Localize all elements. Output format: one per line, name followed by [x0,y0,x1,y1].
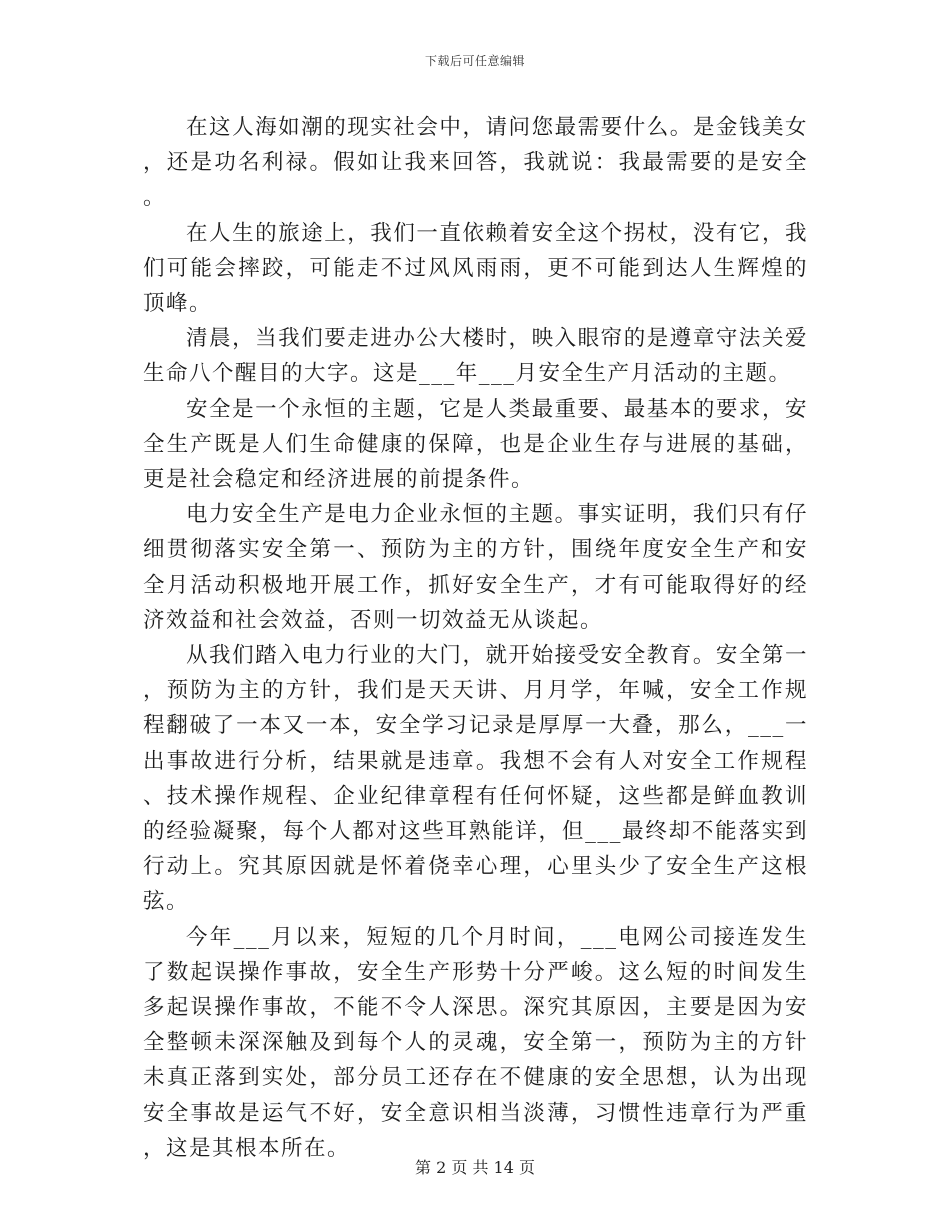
paragraph-6: 从我们踏入电力行业的大门，就开始接受安全教育。安全第一，预防为主的方针，我们是天天讲、月月学，年喊，安全工作规程翻破了一本又一本，安全学习记录是厚厚一大叠，那么，___一出事故进行分析，结果就是违章。我想不会有人对安全工作规程、技术操作规程、企业纪律章程有任何怀疑，这些都是鲜血教训的经验凝聚，每个人都对这些耳熟能详，但___最终却不能落实到行动上。究其原因就是怀着侥幸心理，心里头少了安全生产这根弦。 [143,643,808,915]
paragraph-3: 清晨，当我们要走进办公大楼时，映入眼帘的是遵章守法关爱生命八个醒目的大字。这是___年___月安全生产月活动的主题。 [143,326,808,387]
paragraph-2: 在人生的旅途上，我们一直依赖着安全这个拐杖，没有它，我们可能会摔跤，可能走不过风风雨雨，更不可能到达人生辉煌的顶峰。 [143,220,808,317]
paragraph-5: 电力安全生产是电力企业永恒的主题。事实证明，我们只有仔细贯彻落实安全第一、预防为主的方针，围绕年度安全生产和安全月活动积极地开展工作，抓好安全生产，才有可能取得好的经济效益和社会效益，否则一切效益无从谈起。 [143,502,808,633]
paragraph-7: 今年___月以来，短短的几个月时间，___电网公司接连发生了数起误操作事故，安全生产形势十分严峻。这么短的时间发生多起误操作事故，不能不令人深思。深究其原因，主要是因为安全整顿未深深触及到每个人的灵魂，安全第一，预防为主的方针未真正落到实处，部分员工还存在不健康的安全思想，认为出现安全事故是运气不好，安全意识相当淡薄，习惯性违章行为严重，这是其根本所在。 [143,924,808,1161]
paragraph-1: 在这人海如潮的现实社会中，请问您最需要什么。是金钱美女，还是功名利禄。假如让我来回答，我就说：我最需要的是安全。 [143,115,808,211]
page-header: 下载后可任意编辑 [424,54,525,68]
document-body [143,110,808,1166]
paragraph-4: 安全是一个永恒的主题，它是人类最重要、最基本的要求，安全生产既是人们生命健康的保障，也是企业生存与进展的基础，更是社会稳定和经济进展的前提条件。 [143,396,808,493]
page-footer: 第 2 页 共 14 页 [415,1158,535,1177]
